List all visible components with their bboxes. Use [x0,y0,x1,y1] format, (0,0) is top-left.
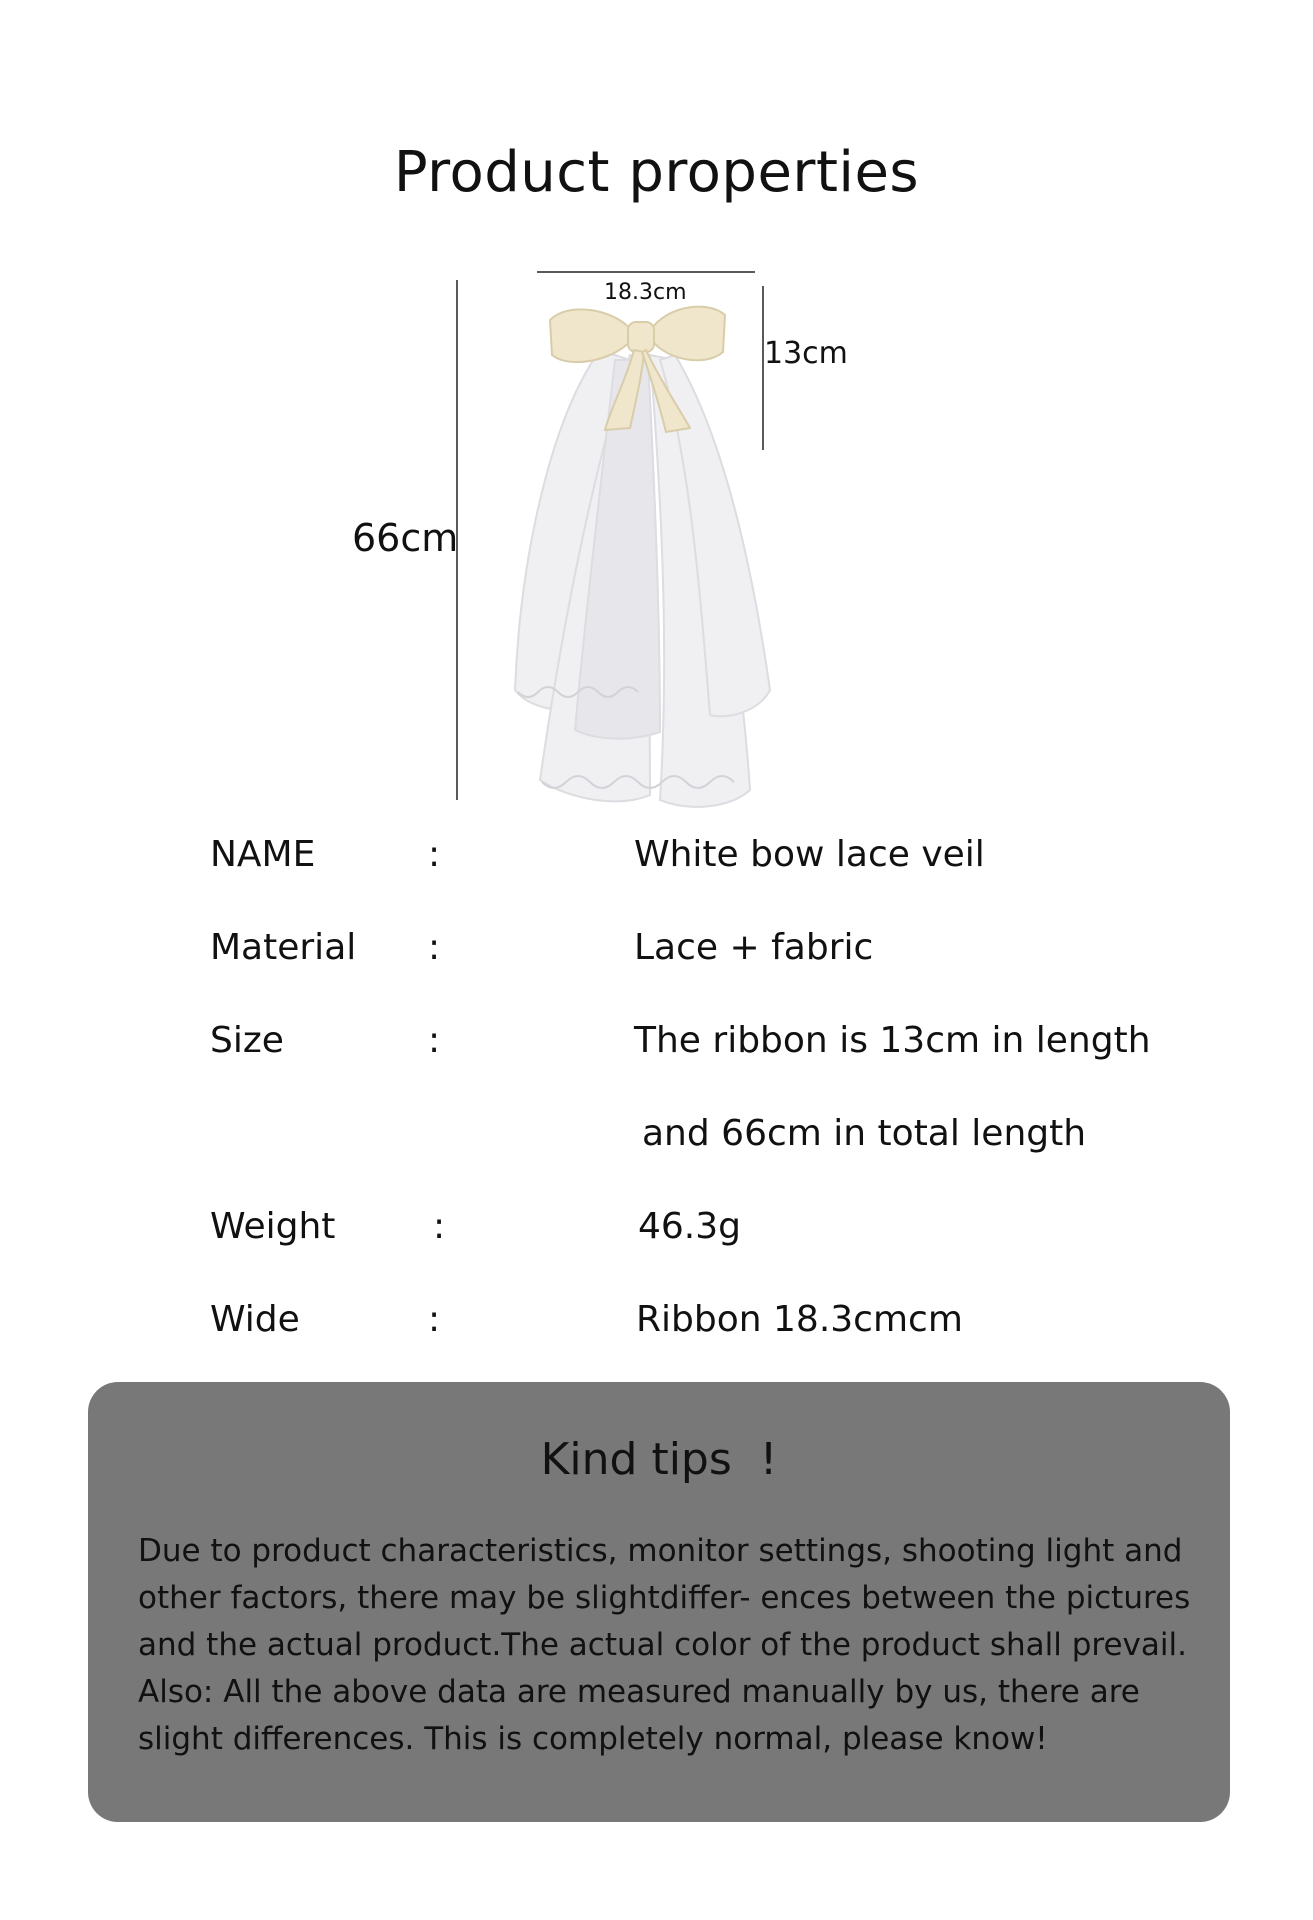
property-label: Wide [210,1299,300,1340]
property-row-size [0,1020,1313,1080]
bow-height-dimension-label: 13cm [764,336,848,371]
total-length-dimension-label: 66cm [352,516,459,560]
property-row-material [0,927,1313,987]
property-value: and 66cm in total length [642,1113,1087,1154]
kind-tips-box [88,1382,1230,1822]
property-colon: : [428,927,441,968]
property-row-weight [0,1206,1313,1266]
property-label: Weight [210,1206,336,1247]
tips-title: Kind tips ! [540,1434,778,1485]
property-value: The ribbon is 13cm in length [634,1020,1151,1061]
property-colon: : [428,1299,441,1340]
property-label: NAME [210,834,316,875]
veil-tulle [515,350,770,807]
tips-body: Due to product characteristics, monitor settings, shooting light and other factors, there may be slightdiffer- ences between the pictures and the actual product.The actual color of the product shall prevail. Also: All the above data are measured manually by us, there are slight differences. This is completely normal, please know! [138,1533,1191,1757]
property-value: Ribbon 18.3cmcm [636,1299,963,1340]
property-colon: : [428,1020,441,1061]
property-row-size-continued [0,1113,1313,1173]
property-value: White bow lace veil [634,834,985,875]
property-label: Size [210,1020,284,1061]
page-title: Product properties [393,140,920,205]
product-figure [330,260,930,820]
property-label: Material [210,927,357,968]
property-colon: : [433,1206,446,1247]
width-dimension-label: 18.3cm [604,280,687,305]
property-row-wide [0,1299,1313,1359]
property-row-name [0,834,1313,894]
property-colon: : [428,834,441,875]
property-value: 46.3g [638,1206,742,1247]
property-value: Lace + fabric [634,927,874,968]
